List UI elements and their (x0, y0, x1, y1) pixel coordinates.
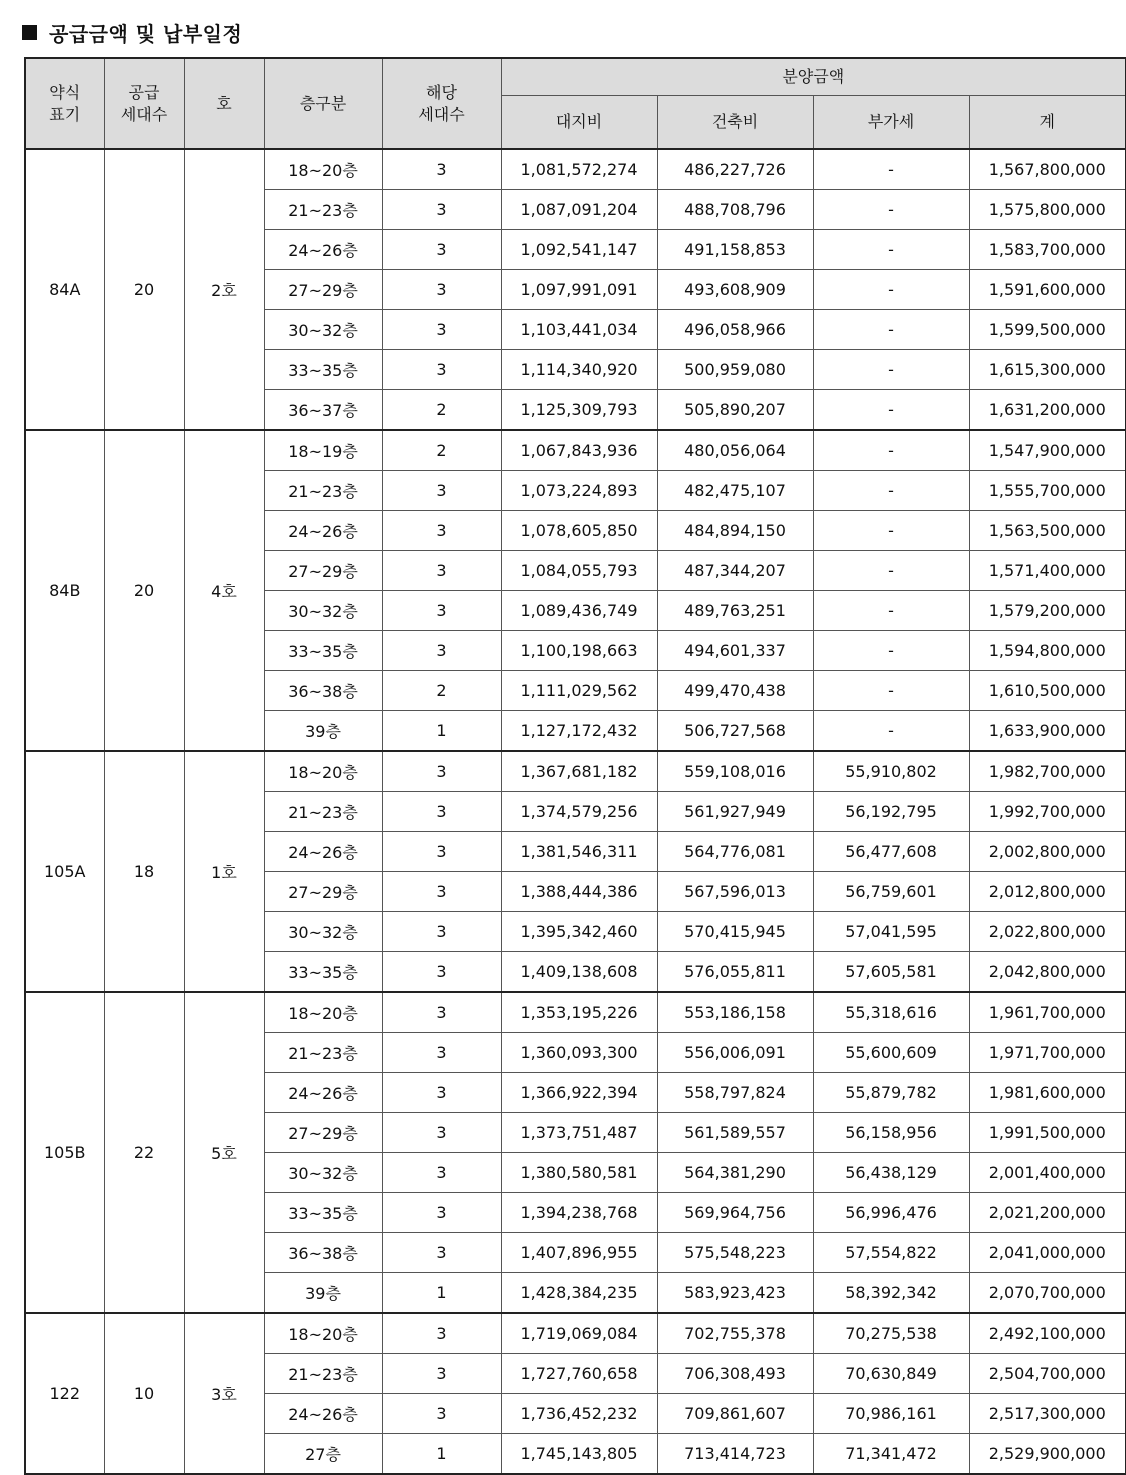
total-cell: 2,041,000,000 (969, 1233, 1126, 1273)
building-cell: 556,006,091 (657, 1033, 813, 1073)
type-cell: 122 (25, 1313, 104, 1474)
building-cell: 564,776,081 (657, 832, 813, 872)
total-cell: 1,571,400,000 (969, 551, 1126, 591)
building-cell: 561,589,557 (657, 1113, 813, 1153)
vat-cell: 56,477,608 (813, 832, 969, 872)
price-table-body (25, 149, 1126, 1474)
land-cell: 1,407,896,955 (501, 1233, 657, 1273)
building-cell: 564,381,290 (657, 1153, 813, 1193)
header-type-abbr: 약식 표기 (25, 58, 104, 149)
land-cell: 1,103,441,034 (501, 310, 657, 350)
header-building: 건축비 (657, 96, 813, 150)
vat-cell: - (813, 310, 969, 350)
units-cell: 3 (382, 270, 501, 310)
units-cell: 3 (382, 1153, 501, 1193)
floor-cell: 18~20층 (264, 992, 382, 1033)
vat-cell: 55,910,802 (813, 751, 969, 792)
floor-cell: 33~35층 (264, 1193, 382, 1233)
land-cell: 1,114,340,920 (501, 350, 657, 390)
total-cell: 2,001,400,000 (969, 1153, 1126, 1193)
total-cell: 1,547,900,000 (969, 430, 1126, 471)
vat-cell: - (813, 671, 969, 711)
vat-cell: - (813, 350, 969, 390)
building-cell: 702,755,378 (657, 1313, 813, 1354)
supply-cell: 22 (104, 992, 184, 1313)
building-cell: 493,608,909 (657, 270, 813, 310)
table-row (25, 149, 1126, 190)
building-cell: 713,414,723 (657, 1434, 813, 1475)
header-vat: 부가세 (813, 96, 969, 150)
units-cell: 3 (382, 230, 501, 270)
floor-cell: 30~32층 (264, 591, 382, 631)
units-cell: 1 (382, 1434, 501, 1475)
land-cell: 1,360,093,300 (501, 1033, 657, 1073)
units-cell: 2 (382, 671, 501, 711)
land-cell: 1,394,238,768 (501, 1193, 657, 1233)
building-cell: 506,727,568 (657, 711, 813, 752)
floor-cell: 21~23층 (264, 190, 382, 230)
land-cell: 1,374,579,256 (501, 792, 657, 832)
unit-no-cell: 3호 (184, 1313, 264, 1474)
vat-cell: - (813, 551, 969, 591)
land-cell: 1,089,436,749 (501, 591, 657, 631)
vat-cell: 70,630,849 (813, 1354, 969, 1394)
total-cell: 1,599,500,000 (969, 310, 1126, 350)
floor-cell: 27~29층 (264, 551, 382, 591)
section-title-text: 공급금액 및 납부일정 (49, 21, 243, 46)
units-cell: 3 (382, 1193, 501, 1233)
header-price-group: 분양금액 (501, 58, 1126, 96)
total-cell: 1,631,200,000 (969, 390, 1126, 431)
vat-cell: - (813, 511, 969, 551)
total-cell: 2,012,800,000 (969, 872, 1126, 912)
total-cell: 2,504,700,000 (969, 1354, 1126, 1394)
land-cell: 1,380,580,581 (501, 1153, 657, 1193)
floor-cell: 33~35층 (264, 952, 382, 993)
building-cell: 575,548,223 (657, 1233, 813, 1273)
building-cell: 576,055,811 (657, 952, 813, 993)
unit-no-cell: 5호 (184, 992, 264, 1313)
unit-no-cell: 4호 (184, 430, 264, 751)
price-table (24, 57, 1126, 1475)
table-row (25, 1313, 1126, 1354)
land-cell: 1,081,572,274 (501, 149, 657, 190)
units-cell: 3 (382, 551, 501, 591)
vat-cell: 71,341,472 (813, 1434, 969, 1475)
vat-cell: 55,318,616 (813, 992, 969, 1033)
land-cell: 1,078,605,850 (501, 511, 657, 551)
total-cell: 2,021,200,000 (969, 1193, 1126, 1233)
land-cell: 1,381,546,311 (501, 832, 657, 872)
floor-cell: 36~38층 (264, 671, 382, 711)
vat-cell: 57,554,822 (813, 1233, 969, 1273)
total-cell: 2,042,800,000 (969, 952, 1126, 993)
unit-no-cell: 1호 (184, 751, 264, 992)
total-cell: 1,583,700,000 (969, 230, 1126, 270)
table-row (25, 751, 1126, 792)
floor-cell: 18~19층 (264, 430, 382, 471)
land-cell: 1,367,681,182 (501, 751, 657, 792)
vat-cell: - (813, 149, 969, 190)
floor-cell: 33~35층 (264, 631, 382, 671)
vat-cell: 56,996,476 (813, 1193, 969, 1233)
land-cell: 1,719,069,084 (501, 1313, 657, 1354)
floor-cell: 36~38층 (264, 1233, 382, 1273)
floor-cell: 39층 (264, 1273, 382, 1314)
land-cell: 1,428,384,235 (501, 1273, 657, 1314)
land-cell: 1,409,138,608 (501, 952, 657, 993)
vat-cell: 56,158,956 (813, 1113, 969, 1153)
vat-cell: - (813, 591, 969, 631)
land-cell: 1,745,143,805 (501, 1434, 657, 1475)
building-cell: 496,058,966 (657, 310, 813, 350)
land-cell: 1,097,991,091 (501, 270, 657, 310)
land-cell: 1,366,922,394 (501, 1073, 657, 1113)
supply-cell: 20 (104, 149, 184, 430)
units-cell: 3 (382, 1394, 501, 1434)
floor-cell: 36~37층 (264, 390, 382, 431)
type-cell: 105A (25, 751, 104, 992)
vat-cell: 56,192,795 (813, 792, 969, 832)
units-cell: 3 (382, 1113, 501, 1153)
building-cell: 567,596,013 (657, 872, 813, 912)
vat-cell: 57,041,595 (813, 912, 969, 952)
floor-cell: 18~20층 (264, 1313, 382, 1354)
floor-cell: 21~23층 (264, 792, 382, 832)
vat-cell: 56,759,601 (813, 872, 969, 912)
floor-cell: 27~29층 (264, 1113, 382, 1153)
building-cell: 561,927,949 (657, 792, 813, 832)
total-cell: 1,594,800,000 (969, 631, 1126, 671)
total-cell: 1,615,300,000 (969, 350, 1126, 390)
total-cell: 1,961,700,000 (969, 992, 1126, 1033)
units-cell: 3 (382, 310, 501, 350)
total-cell: 1,575,800,000 (969, 190, 1126, 230)
units-cell: 3 (382, 952, 501, 993)
vat-cell: 70,986,161 (813, 1394, 969, 1434)
building-cell: 488,708,796 (657, 190, 813, 230)
floor-cell: 24~26층 (264, 1073, 382, 1113)
floor-cell: 24~26층 (264, 832, 382, 872)
total-cell: 1,555,700,000 (969, 471, 1126, 511)
units-cell: 3 (382, 792, 501, 832)
total-cell: 2,517,300,000 (969, 1394, 1126, 1434)
units-cell: 2 (382, 390, 501, 431)
section-title (22, 18, 242, 46)
floor-cell: 24~26층 (264, 230, 382, 270)
floor-cell: 30~32층 (264, 1153, 382, 1193)
vat-cell: 55,600,609 (813, 1033, 969, 1073)
total-cell: 2,002,800,000 (969, 832, 1126, 872)
total-cell: 2,492,100,000 (969, 1313, 1126, 1354)
vat-cell: 55,879,782 (813, 1073, 969, 1113)
units-cell: 3 (382, 992, 501, 1033)
building-cell: 499,470,438 (657, 671, 813, 711)
building-cell: 489,763,251 (657, 591, 813, 631)
total-cell: 2,070,700,000 (969, 1273, 1126, 1314)
total-cell: 1,981,600,000 (969, 1073, 1126, 1113)
floor-cell: 27~29층 (264, 270, 382, 310)
vat-cell: - (813, 190, 969, 230)
supply-cell: 10 (104, 1313, 184, 1474)
units-cell: 3 (382, 511, 501, 551)
building-cell: 484,894,150 (657, 511, 813, 551)
units-cell: 3 (382, 190, 501, 230)
building-cell: 558,797,824 (657, 1073, 813, 1113)
units-cell: 2 (382, 430, 501, 471)
land-cell: 1,395,342,460 (501, 912, 657, 952)
table-row (25, 430, 1126, 471)
land-cell: 1,353,195,226 (501, 992, 657, 1033)
unit-no-cell: 2호 (184, 149, 264, 430)
floor-cell: 21~23층 (264, 1354, 382, 1394)
vat-cell: 56,438,129 (813, 1153, 969, 1193)
building-cell: 553,186,158 (657, 992, 813, 1033)
square-bullet-icon (22, 25, 37, 40)
header-unit-no: 호 (184, 58, 264, 149)
total-cell: 1,567,800,000 (969, 149, 1126, 190)
units-cell: 3 (382, 872, 501, 912)
total-cell: 1,992,700,000 (969, 792, 1126, 832)
total-cell: 1,591,600,000 (969, 270, 1126, 310)
floor-cell: 18~20층 (264, 149, 382, 190)
total-cell: 1,982,700,000 (969, 751, 1126, 792)
supply-cell: 18 (104, 751, 184, 992)
header-supply-units: 공급 세대수 (104, 58, 184, 149)
building-cell: 480,056,064 (657, 430, 813, 471)
units-cell: 3 (382, 350, 501, 390)
units-cell: 1 (382, 1273, 501, 1314)
total-cell: 2,022,800,000 (969, 912, 1126, 952)
units-cell: 3 (382, 591, 501, 631)
building-cell: 491,158,853 (657, 230, 813, 270)
supply-cell: 20 (104, 430, 184, 751)
units-cell: 3 (382, 1313, 501, 1354)
land-cell: 1,127,172,432 (501, 711, 657, 752)
total-cell: 1,610,500,000 (969, 671, 1126, 711)
type-cell: 84A (25, 149, 104, 430)
units-cell: 3 (382, 912, 501, 952)
land-cell: 1,067,843,936 (501, 430, 657, 471)
units-cell: 3 (382, 471, 501, 511)
floor-cell: 30~32층 (264, 912, 382, 952)
floor-cell: 39층 (264, 711, 382, 752)
building-cell: 482,475,107 (657, 471, 813, 511)
vat-cell: - (813, 430, 969, 471)
vat-cell: - (813, 230, 969, 270)
vat-cell: 58,392,342 (813, 1273, 969, 1314)
vat-cell: 70,275,538 (813, 1313, 969, 1354)
vat-cell: - (813, 390, 969, 431)
units-cell: 1 (382, 711, 501, 752)
building-cell: 709,861,607 (657, 1394, 813, 1434)
land-cell: 1,125,309,793 (501, 390, 657, 431)
header-total: 계 (969, 96, 1126, 150)
floor-cell: 21~23층 (264, 471, 382, 511)
floor-cell: 27층 (264, 1434, 382, 1475)
land-cell: 1,100,198,663 (501, 631, 657, 671)
building-cell: 583,923,423 (657, 1273, 813, 1314)
total-cell: 1,579,200,000 (969, 591, 1126, 631)
table-row (25, 992, 1126, 1033)
building-cell: 706,308,493 (657, 1354, 813, 1394)
land-cell: 1,092,541,147 (501, 230, 657, 270)
total-cell: 1,971,700,000 (969, 1033, 1126, 1073)
land-cell: 1,073,224,893 (501, 471, 657, 511)
land-cell: 1,111,029,562 (501, 671, 657, 711)
building-cell: 486,227,726 (657, 149, 813, 190)
floor-cell: 21~23층 (264, 1033, 382, 1073)
header-floor-units: 해당 세대수 (382, 58, 501, 149)
building-cell: 500,959,080 (657, 350, 813, 390)
units-cell: 3 (382, 751, 501, 792)
type-cell: 105B (25, 992, 104, 1313)
building-cell: 569,964,756 (657, 1193, 813, 1233)
header-land: 대지비 (501, 96, 657, 150)
land-cell: 1,736,452,232 (501, 1394, 657, 1434)
floor-cell: 33~35층 (264, 350, 382, 390)
land-cell: 1,084,055,793 (501, 551, 657, 591)
units-cell: 3 (382, 149, 501, 190)
total-cell: 2,529,900,000 (969, 1434, 1126, 1475)
units-cell: 3 (382, 1354, 501, 1394)
floor-cell: 24~26층 (264, 511, 382, 551)
units-cell: 3 (382, 631, 501, 671)
building-cell: 505,890,207 (657, 390, 813, 431)
units-cell: 3 (382, 832, 501, 872)
building-cell: 487,344,207 (657, 551, 813, 591)
units-cell: 3 (382, 1233, 501, 1273)
vat-cell: - (813, 270, 969, 310)
floor-cell: 27~29층 (264, 872, 382, 912)
type-cell: 84B (25, 430, 104, 751)
land-cell: 1,087,091,204 (501, 190, 657, 230)
building-cell: 559,108,016 (657, 751, 813, 792)
vat-cell: 57,605,581 (813, 952, 969, 993)
units-cell: 3 (382, 1073, 501, 1113)
total-cell: 1,633,900,000 (969, 711, 1126, 752)
total-cell: 1,563,500,000 (969, 511, 1126, 551)
floor-cell: 24~26층 (264, 1394, 382, 1434)
vat-cell: - (813, 471, 969, 511)
land-cell: 1,373,751,487 (501, 1113, 657, 1153)
vat-cell: - (813, 711, 969, 752)
building-cell: 570,415,945 (657, 912, 813, 952)
land-cell: 1,388,444,386 (501, 872, 657, 912)
total-cell: 1,991,500,000 (969, 1113, 1126, 1153)
floor-cell: 18~20층 (264, 751, 382, 792)
land-cell: 1,727,760,658 (501, 1354, 657, 1394)
building-cell: 494,601,337 (657, 631, 813, 671)
vat-cell: - (813, 631, 969, 671)
units-cell: 3 (382, 1033, 501, 1073)
floor-cell: 30~32층 (264, 310, 382, 350)
header-floor: 층구분 (264, 58, 382, 149)
